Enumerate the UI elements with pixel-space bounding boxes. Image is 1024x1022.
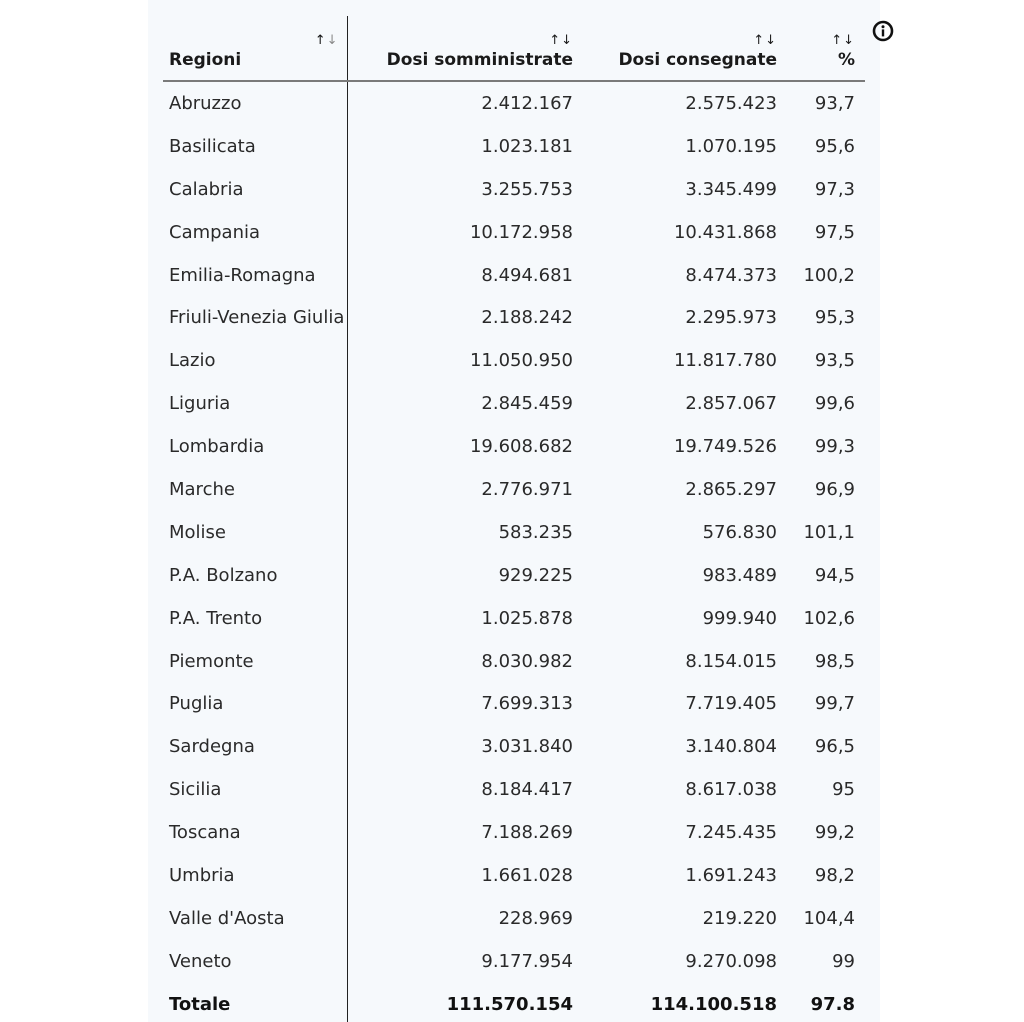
cell-percent: 95,3 — [814, 307, 855, 329]
total-row — [163, 983, 865, 1022]
cell-delivered: 8.617.038 — [685, 779, 777, 801]
cell-percent: 100,2 — [803, 264, 855, 286]
cell-delivered: 7.719.405 — [685, 693, 777, 715]
cell-administered: 2.412.167 — [481, 92, 573, 114]
cell-percent: 102,6 — [803, 607, 855, 629]
total-delivered: 114.100.518 — [583, 983, 787, 1022]
cell-region: Piemonte — [163, 640, 347, 683]
table-row — [163, 254, 865, 297]
cell-region: Lombardia — [163, 425, 347, 468]
cell-percent: 93,7 — [814, 92, 855, 114]
cell-administered: 9.177.954 — [481, 950, 573, 972]
table-row — [163, 682, 865, 725]
cell-region: Toscana — [163, 811, 347, 854]
vaccine-doses-table — [163, 16, 865, 1022]
cell-delivered: 576.830 — [702, 521, 777, 543]
table-row — [163, 425, 865, 468]
cell-delivered: 219.220 — [702, 907, 777, 929]
cell-administered: 3.255.753 — [481, 178, 573, 200]
cell-region: Campania — [163, 211, 347, 254]
cell-percent: 104,4 — [803, 907, 855, 929]
cell-region: Sicilia — [163, 768, 347, 811]
table-row — [163, 768, 865, 811]
cell-delivered: 19.749.526 — [673, 436, 777, 458]
cell-region: P.A. Trento — [163, 597, 347, 640]
cell-administered: 7.699.313 — [481, 693, 573, 715]
cell-administered: 929.225 — [498, 564, 573, 586]
cell-percent: 96,5 — [814, 736, 855, 758]
table-row — [163, 511, 865, 554]
cell-administered: 2.776.971 — [481, 478, 573, 500]
cell-administered: 228.969 — [498, 907, 573, 929]
cell-region: Valle d'Aosta — [163, 897, 347, 940]
cell-percent: 93,5 — [814, 350, 855, 372]
cell-administered: 10.172.958 — [469, 221, 573, 243]
table-header-row — [163, 16, 865, 81]
table-row — [163, 597, 865, 640]
table-row — [163, 640, 865, 683]
cell-administered: 3.031.840 — [481, 736, 573, 758]
table-row — [163, 897, 865, 940]
cell-region: Liguria — [163, 382, 347, 425]
sort-arrows-icon[interactable]: ↑↓ — [831, 33, 855, 48]
cell-percent: 99,2 — [814, 822, 855, 844]
cell-delivered: 999.940 — [702, 607, 777, 629]
cell-delivered: 2.295.973 — [685, 307, 777, 329]
cell-administered: 7.188.269 — [481, 822, 573, 844]
table-row — [163, 81, 865, 125]
cell-region: Emilia-Romagna — [163, 254, 347, 297]
column-header-dosi-somministrate-label: Dosi somministrate — [386, 50, 573, 70]
sort-arrows-icon[interactable]: ↑↓ — [549, 33, 573, 48]
cell-percent: 98,5 — [814, 650, 855, 672]
total-administered: 111.570.154 — [347, 983, 583, 1022]
column-header-percent[interactable] — [787, 16, 865, 81]
cell-percent: 95 — [832, 779, 855, 801]
cell-region: Sardegna — [163, 725, 347, 768]
cell-percent: 97,3 — [814, 178, 855, 200]
cell-administered: 1.023.181 — [481, 135, 573, 157]
table-row — [163, 382, 865, 425]
sort-arrows-icon[interactable]: ↑↓ — [753, 33, 777, 48]
cell-delivered: 7.245.435 — [685, 822, 777, 844]
cell-percent: 99,7 — [814, 693, 855, 715]
cell-delivered: 2.865.297 — [685, 478, 777, 500]
cell-percent: 95,6 — [814, 135, 855, 157]
table-row — [163, 468, 865, 511]
cell-region: Friuli-Venezia Giulia — [163, 296, 347, 339]
total-percent: 97.8 — [787, 983, 865, 1022]
cell-percent: 98,2 — [814, 864, 855, 886]
cell-administered: 8.030.982 — [481, 650, 573, 672]
cell-percent: 101,1 — [803, 521, 855, 543]
cell-percent: 99,3 — [814, 436, 855, 458]
cell-delivered: 1.070.195 — [685, 135, 777, 157]
table-row — [163, 168, 865, 211]
total-label: Totale — [163, 983, 347, 1022]
sort-arrows-icon[interactable]: ↑↓ — [314, 33, 339, 48]
cell-percent: 99 — [832, 950, 855, 972]
cell-delivered: 2.857.067 — [685, 393, 777, 415]
cell-region: Calabria — [163, 168, 347, 211]
cell-administered: 11.050.950 — [469, 350, 573, 372]
cell-region: Molise — [163, 511, 347, 554]
cell-region: Basilicata — [163, 125, 347, 168]
table-row — [163, 339, 865, 382]
cell-region: Veneto — [163, 940, 347, 983]
table-row — [163, 940, 865, 983]
info-icon[interactable] — [872, 20, 894, 42]
cell-delivered: 3.345.499 — [685, 178, 777, 200]
table-row — [163, 125, 865, 168]
cell-region: Abruzzo — [163, 81, 347, 125]
cell-delivered: 8.474.373 — [685, 264, 777, 286]
cell-administered: 8.494.681 — [481, 264, 573, 286]
column-header-dosi-somministrate[interactable] — [347, 16, 583, 81]
cell-percent: 94,5 — [814, 564, 855, 586]
cell-region: Umbria — [163, 854, 347, 897]
cell-delivered: 983.489 — [702, 564, 777, 586]
cell-percent: 96,9 — [814, 478, 855, 500]
cell-delivered: 11.817.780 — [673, 350, 777, 372]
cell-administered: 8.184.417 — [481, 779, 573, 801]
table-row — [163, 854, 865, 897]
column-header-regioni[interactable] — [163, 16, 347, 81]
column-header-percent-label: % — [837, 50, 855, 70]
cell-delivered: 9.270.098 — [685, 950, 777, 972]
cell-administered: 2.845.459 — [481, 393, 573, 415]
column-header-regioni-label: Regioni — [169, 50, 242, 70]
cell-percent: 99,6 — [814, 393, 855, 415]
table-row — [163, 554, 865, 597]
cell-region: Lazio — [163, 339, 347, 382]
cell-region: Puglia — [163, 682, 347, 725]
cell-administered: 2.188.242 — [481, 307, 573, 329]
column-header-dosi-consegnate[interactable] — [583, 16, 787, 81]
cell-administered: 1.025.878 — [481, 607, 573, 629]
cell-delivered: 2.575.423 — [685, 92, 777, 114]
cell-delivered: 8.154.015 — [685, 650, 777, 672]
cell-delivered: 3.140.804 — [685, 736, 777, 758]
table-row — [163, 211, 865, 254]
table-row — [163, 296, 865, 339]
cell-delivered: 10.431.868 — [673, 221, 777, 243]
column-header-dosi-consegnate-label: Dosi consegnate — [618, 50, 777, 70]
cell-administered: 19.608.682 — [469, 436, 573, 458]
table-row — [163, 725, 865, 768]
cell-administered: 1.661.028 — [481, 864, 573, 886]
cell-delivered: 1.691.243 — [685, 864, 777, 886]
cell-region: Marche — [163, 468, 347, 511]
cell-percent: 97,5 — [814, 221, 855, 243]
cell-region: P.A. Bolzano — [163, 554, 347, 597]
table-row — [163, 811, 865, 854]
cell-administered: 583.235 — [498, 521, 573, 543]
